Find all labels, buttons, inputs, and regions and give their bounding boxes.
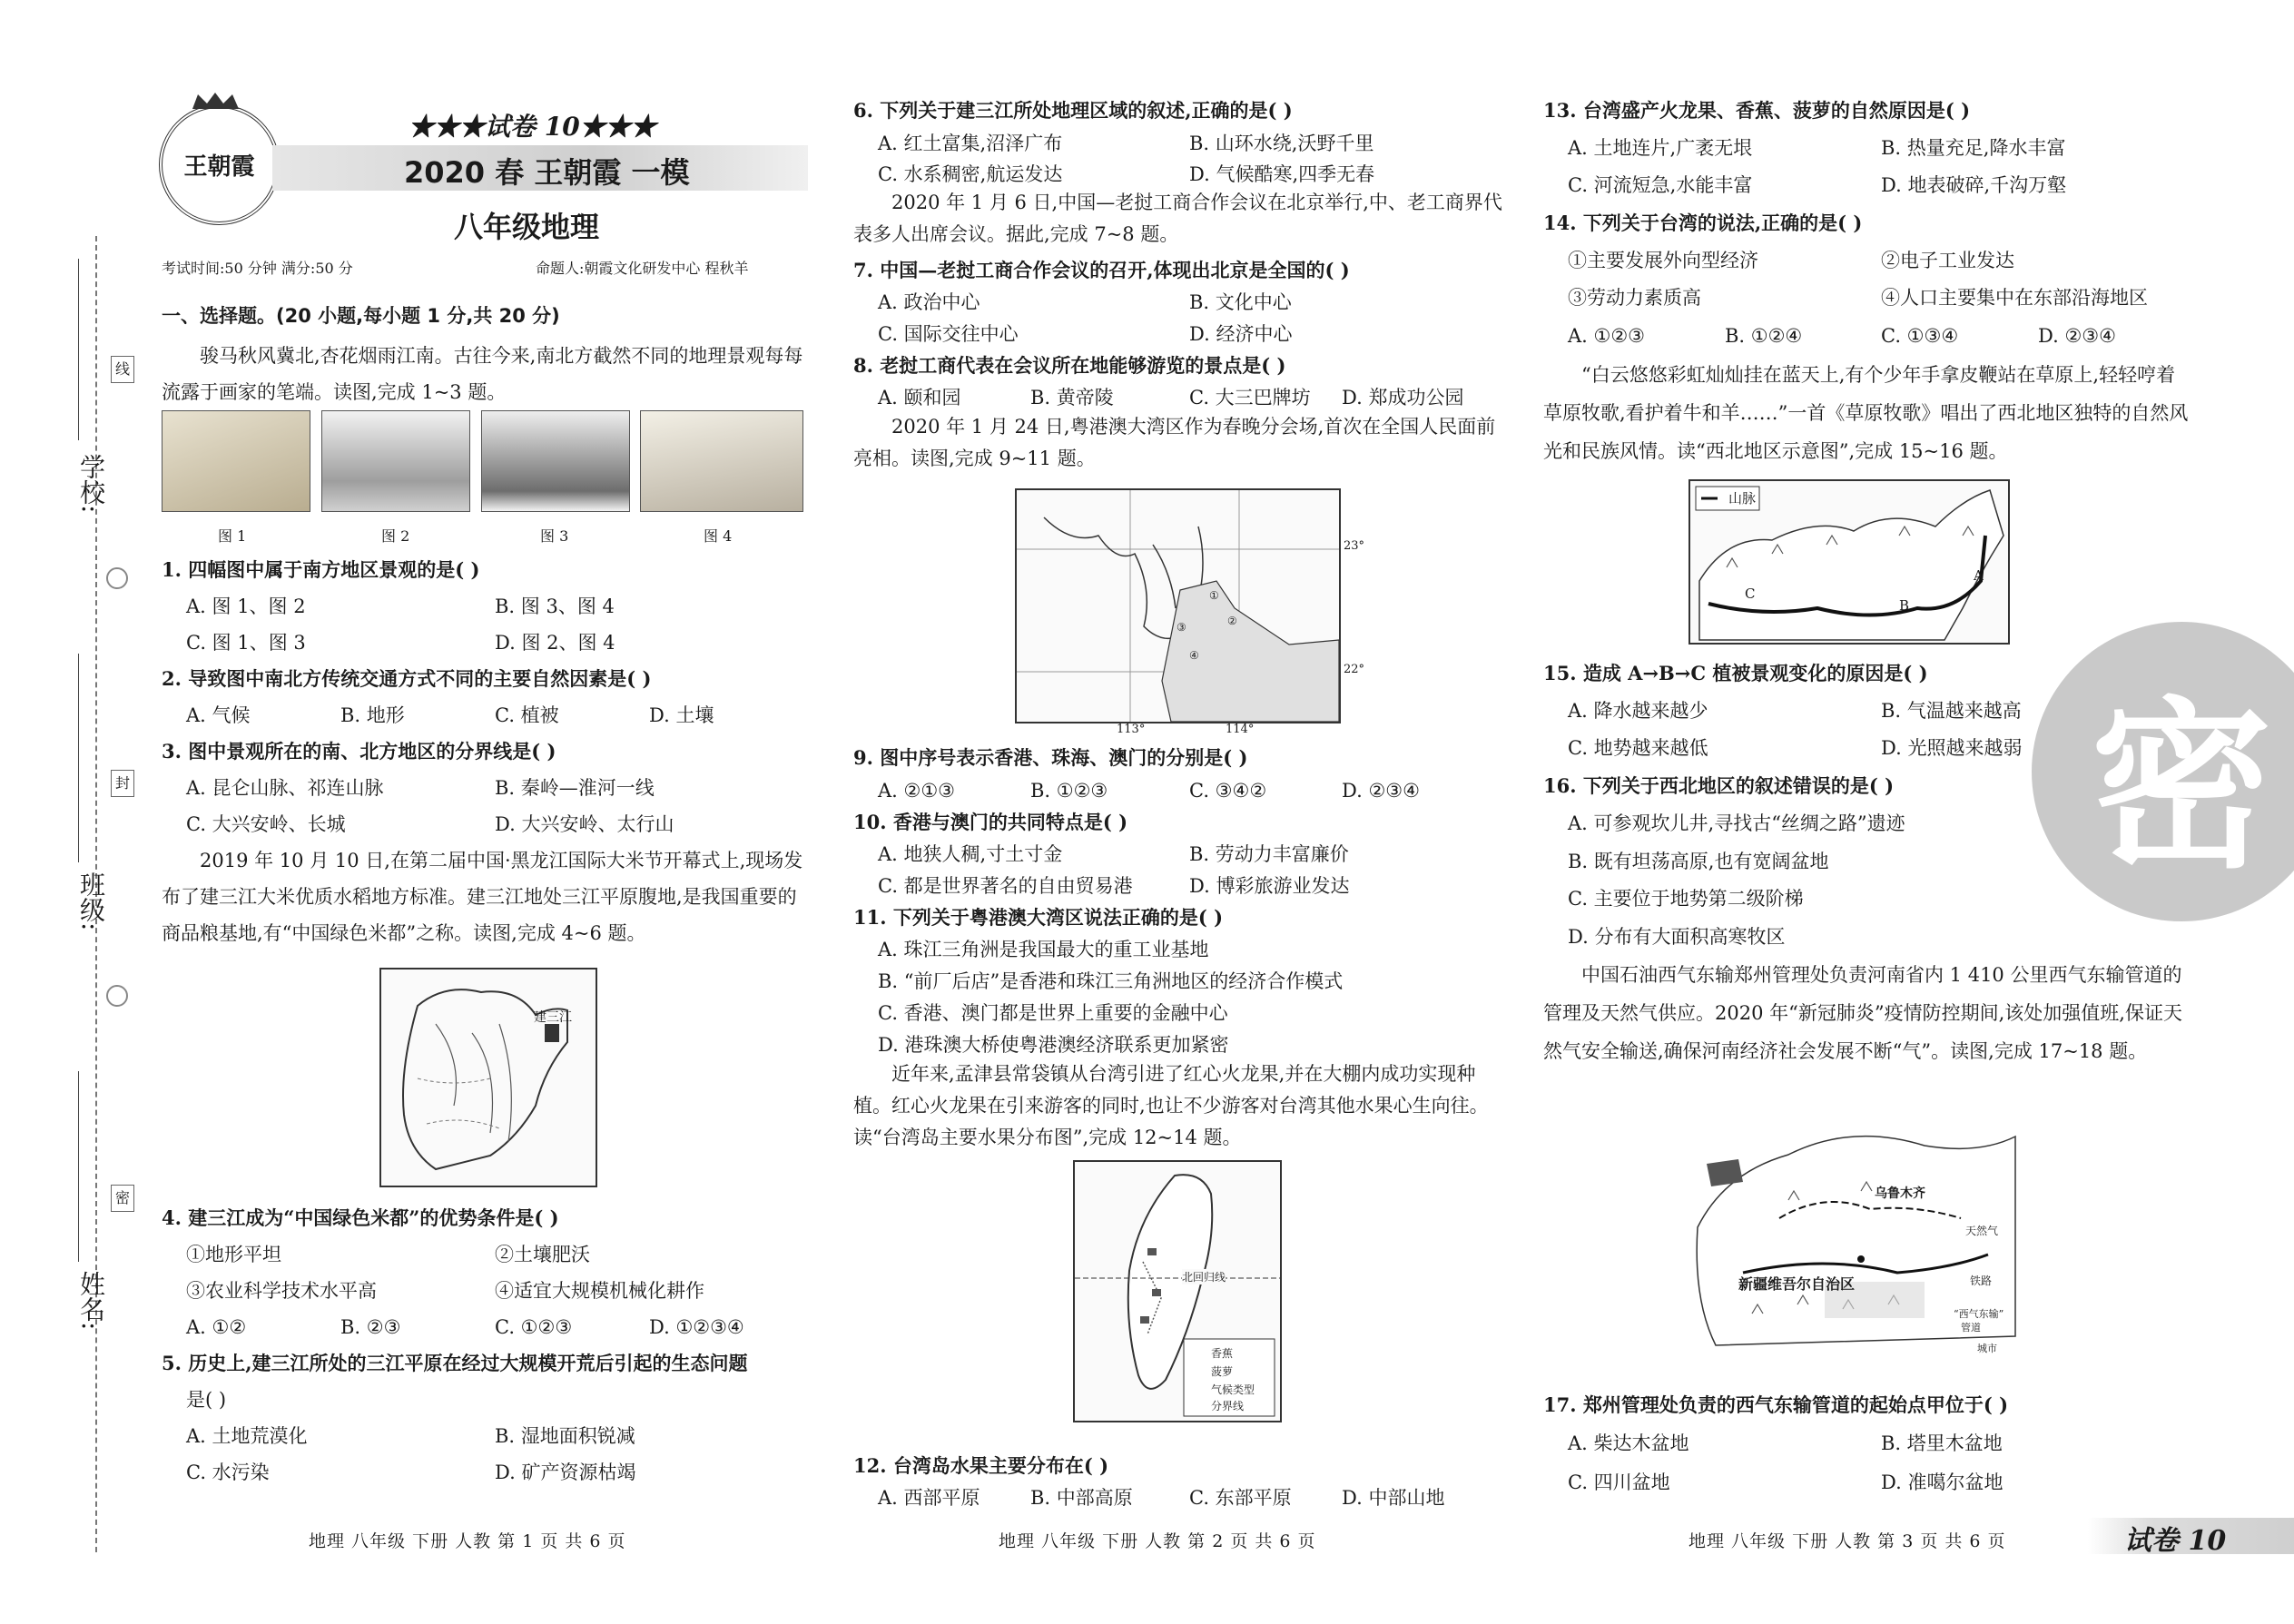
heilongjiang-map bbox=[379, 968, 597, 1187]
question-stem: 15. 造成 A→B→C 植被景观变化的原因是( ) bbox=[1543, 662, 1928, 684]
option: C. 东部平原 bbox=[1189, 1487, 1292, 1509]
figure-caption: 图 3 bbox=[540, 527, 569, 545]
page-footer: 地理 八年级 下册 人教 第 1 页 共 6 页 bbox=[309, 1531, 626, 1551]
question-stem: 16. 下列关于西北地区的叙述错误的是( ) bbox=[1543, 774, 1895, 797]
question-stem: 10. 香港与澳门的共同特点是( ) bbox=[853, 811, 1128, 833]
option: A. 珠江三角洲是我国最大的重工业基地 bbox=[878, 939, 1209, 960]
page-footer: 地理 八年级 下册 人教 第 3 页 共 6 页 bbox=[1689, 1531, 2006, 1551]
option: C. 大兴安岭、长城 bbox=[186, 813, 346, 835]
legend-label: 香蕉 bbox=[1211, 1347, 1234, 1360]
question-stem: 5. 历史上,建三江所处的三江平原在经过大规模开荒后引起的生态问题 bbox=[162, 1352, 748, 1374]
intro-paragraph: 2020 年 1 月 24 日,粤港澳大湾区作为春晚分会场,首次在全国人民面前亮相。读图,完成 9~11 题。 bbox=[853, 416, 1496, 469]
city-label: 乌鲁木齐 bbox=[1875, 1186, 1925, 1201]
figure-caption: 图 4 bbox=[704, 527, 733, 545]
option: A. ①②③ bbox=[1568, 325, 1645, 347]
question-stem: 12. 台湾岛水果主要分布在( ) bbox=[853, 1454, 1109, 1477]
intro-paragraph: 2020 年 1 月 6 日,中国—老挝工商合作会议在北京举行,中、老工商界代表多人出席会议。据此,完成 7~8 题。 bbox=[853, 192, 1502, 245]
option: A. ②①③ bbox=[878, 780, 955, 802]
legend-label: 铁路 bbox=[1970, 1275, 1993, 1287]
question-stem-cont: 是( ) bbox=[186, 1389, 227, 1411]
option: A. ①② bbox=[186, 1316, 247, 1338]
greater-bay-map bbox=[1015, 488, 1341, 723]
exam-title: 2020 春 王朝霞 一模 bbox=[404, 155, 690, 190]
option: D. 光照越来越弱 bbox=[1881, 737, 2023, 759]
lon-label: 113° bbox=[1117, 723, 1146, 736]
question-stem: 1. 四幅图中属于南方地区景观的是( ) bbox=[162, 558, 480, 581]
figure-caption: 图 1 bbox=[218, 527, 247, 545]
option: C. 图 1、图 3 bbox=[186, 632, 306, 654]
option: A. 红土富集,沼泽广布 bbox=[878, 133, 1063, 154]
statement: ④适宜大规模机械化耕作 bbox=[495, 1280, 704, 1302]
legend-label: “西气东输” bbox=[1954, 1308, 2004, 1320]
class-line bbox=[78, 654, 79, 862]
option: B. 地形 bbox=[340, 704, 405, 726]
figure-caption: 图 2 bbox=[381, 527, 410, 545]
legend-label: 管道 bbox=[1961, 1322, 1981, 1334]
point-label: A bbox=[1974, 567, 1984, 584]
map-label: 建三江 bbox=[534, 1010, 572, 1025]
legend-label: 山脉 bbox=[1728, 490, 1757, 507]
point-label: C bbox=[1745, 586, 1756, 602]
statement: ②电子工业发达 bbox=[1881, 250, 2014, 271]
option: B. 热量充足,降水丰富 bbox=[1881, 137, 2066, 159]
logo bbox=[159, 104, 280, 225]
option: D. 经济中心 bbox=[1189, 323, 1293, 345]
option: A. 降水越来越少 bbox=[1568, 700, 1708, 722]
option: B. 塔里木盆地 bbox=[1881, 1432, 2003, 1454]
option: D. 分布有大面积高寒牧区 bbox=[1568, 926, 1786, 948]
statement: ④人口主要集中在东部沿海地区 bbox=[1881, 287, 2148, 309]
option: C. 河流短急,水能丰富 bbox=[1568, 174, 1753, 196]
svg-text:①: ① bbox=[1209, 589, 1219, 602]
question-stem: 2. 导致图中南北方传统交通方式不同的主要自然因素是( ) bbox=[162, 667, 652, 690]
taiwan-fruit-map bbox=[1073, 1160, 1282, 1422]
option: D. ②③④ bbox=[2038, 325, 2116, 347]
binding-hole bbox=[106, 985, 128, 1007]
name-line bbox=[78, 1071, 79, 1262]
statement: ②土壤肥沃 bbox=[495, 1244, 590, 1265]
option: A. 地狭人稠,寸土寸金 bbox=[878, 843, 1063, 865]
option: C. 地势越来越低 bbox=[1568, 737, 1708, 759]
statement: ③农业科学技术水平高 bbox=[186, 1280, 377, 1302]
option: B. 图 3、图 4 bbox=[495, 595, 615, 617]
option: B. 秦岭—淮河一线 bbox=[495, 777, 655, 799]
option: D. ②③④ bbox=[1342, 780, 1420, 802]
option: D. ①②③④ bbox=[649, 1316, 744, 1338]
option: A. 图 1、图 2 bbox=[186, 595, 306, 617]
option: A. 昆仑山脉、祁连山脉 bbox=[186, 777, 384, 799]
stamp-text: 密 bbox=[2090, 681, 2272, 893]
statement: ①地形平坦 bbox=[186, 1244, 281, 1265]
corner-tag: 试卷 10 bbox=[2124, 1525, 2227, 1557]
legend-label: 菠萝 bbox=[1211, 1365, 1234, 1378]
question-stem: 6. 下列关于建三江所处地理区域的叙述,正确的是( ) bbox=[853, 99, 1293, 122]
legend-label: 天然气 bbox=[1965, 1225, 1999, 1237]
question-stem: 17. 郑州管理处负责的西气东输管道的起始点甲位于( ) bbox=[1543, 1393, 2009, 1416]
option: A. 颐和园 bbox=[878, 387, 961, 408]
school-line bbox=[78, 259, 79, 440]
question-stem: 8. 老挝工商代表在会议所在地能够游览的景点是( ) bbox=[853, 354, 1286, 377]
region-label: 新疆维吾尔自治区 bbox=[1738, 1275, 1856, 1293]
intro-paragraph: 2019 年 10 月 10 日,在第二届中国·黑龙江国际大米节开幕式上,现场发布了建三江大米优质水稻地方标准。建三江地处三江平原腹地,是我国重要的商品粮基地,有“中国绿色米都”之称。读图,完成 4~6 题。 bbox=[162, 850, 803, 944]
intro-paragraph: 中国石油西气东输郑州管理处负责河南省内 1 410 公里西气东输管道的管理及天然气供应。2020 年“新冠肺炎”疫情防控期间,该处加强值班,保证天然气安全输送,确保河南经济社会发展不断“气”。读图,完成 17~18 题。 bbox=[1543, 964, 2182, 1062]
crown-icon bbox=[191, 91, 241, 111]
painting-image bbox=[162, 410, 310, 512]
option: C. 水污染 bbox=[186, 1462, 270, 1483]
option: B. 劳动力丰富廉价 bbox=[1189, 843, 1349, 865]
question-stem: 14. 下列关于台湾的说法,正确的是( ) bbox=[1543, 212, 1863, 234]
option: D. 气候酷寒,四季无春 bbox=[1189, 163, 1375, 185]
lat-label: 23° bbox=[1344, 539, 1365, 553]
section-heading: 一、选择题。(20 小题,每小题 1 分,共 20 分) bbox=[162, 305, 560, 327]
option: A. 土地荒漠化 bbox=[186, 1425, 308, 1447]
option: C. 四川盆地 bbox=[1568, 1471, 1670, 1493]
point-label: B bbox=[1899, 597, 1910, 614]
option: D. 土壤 bbox=[649, 704, 714, 726]
option: A. 可参观坎儿井,寻找古“丝绸之路”遗迹 bbox=[1568, 812, 1905, 834]
page-footer: 地理 八年级 下册 人教 第 2 页 共 6 页 bbox=[999, 1531, 1316, 1551]
option: A. 柴达木盆地 bbox=[1568, 1432, 1689, 1454]
option: C. ③④② bbox=[1189, 780, 1267, 802]
option: A. 西部平原 bbox=[878, 1487, 980, 1509]
statement: ③劳动力素质高 bbox=[1568, 287, 1701, 309]
option: A. 政治中心 bbox=[878, 291, 980, 313]
option: D. 博彩旅游业发达 bbox=[1189, 875, 1350, 897]
intro-paragraph: 骏马秋风冀北,杏花烟雨江南。古往今来,南北方截然不同的地理景观每每流露于画家的笔端。读图,完成 1~3 题。 bbox=[162, 345, 803, 403]
lat-label: 22° bbox=[1344, 663, 1365, 676]
exam-badge: ★★★试卷 10★★★ bbox=[409, 112, 656, 142]
intro-paragraph: “白云悠悠彩虹灿灿挂在蓝天上,有个少年手拿皮鞭站在草原上,轻轻哼着草原牧歌,看护着牛和羊……”一首《草原牧歌》唱出了西北地区独特的自然风光和民族风情。读“西北地区示意图”,完成 15~16 题。 bbox=[1543, 364, 2189, 462]
option: D. 港珠澳大桥使粤港澳经济联系更加紧密 bbox=[878, 1034, 1229, 1056]
question-stem: 11. 下列关于粤港澳大湾区说法正确的是( ) bbox=[853, 906, 1224, 929]
painting-image bbox=[321, 410, 470, 512]
option: B. 湿地面积锐减 bbox=[495, 1425, 635, 1447]
option: D. 矿产资源枯竭 bbox=[495, 1462, 636, 1483]
lon-label: 114° bbox=[1226, 723, 1255, 736]
logo-text: 王朝霞 bbox=[183, 153, 255, 181]
option: B. ②③ bbox=[340, 1316, 401, 1338]
legend-label: 分界线 bbox=[1211, 1400, 1245, 1412]
stamp-circle bbox=[2032, 622, 2294, 921]
option: C. 水系稠密,航运发达 bbox=[878, 163, 1063, 185]
intro-paragraph: 近年来,孟津县常袋镇从台湾引进了红心火龙果,并在大棚内成功实现种植。红心火龙果在引来游客的同时,也让不少游客对台湾其他水果心生向往。读“台湾岛主要水果分布图”,完成 12~14 题。 bbox=[853, 1063, 1489, 1148]
option: B. 黄帝陵 bbox=[1030, 387, 1114, 408]
exam-author: 命题人:朝霞文化研发中心 程秋羊 bbox=[536, 260, 749, 277]
option: D. 图 2、图 4 bbox=[495, 632, 615, 654]
question-stem: 13. 台湾盛产火龙果、香蕉、菠萝的自然原因是( ) bbox=[1543, 99, 1971, 122]
seal-mark: 封 bbox=[111, 770, 134, 797]
pipeline-map bbox=[1689, 1118, 2023, 1365]
option: B. 山环水绕,沃野千里 bbox=[1189, 133, 1374, 154]
svg-text:③: ③ bbox=[1177, 621, 1186, 634]
question-stem: 4. 建三江成为“中国绿色米都”的优势条件是( ) bbox=[162, 1206, 559, 1229]
option: D. 地表破碎,千沟万壑 bbox=[1881, 174, 2067, 196]
option: D. 准噶尔盆地 bbox=[1881, 1471, 2004, 1493]
svg-text:④: ④ bbox=[1189, 649, 1199, 662]
class-label: 班级: bbox=[76, 871, 106, 931]
option: B. “前厂后店”是香港和珠江三角洲地区的经济合作模式 bbox=[878, 970, 1344, 992]
seal-mark: 线 bbox=[111, 356, 134, 383]
option: A. 土地连片,广袤无垠 bbox=[1568, 137, 1753, 159]
painting-image bbox=[640, 410, 803, 512]
option: C. 大三巴牌坊 bbox=[1189, 387, 1311, 408]
option: C. 都是世界著名的自由贸易港 bbox=[878, 875, 1133, 897]
binding-hole bbox=[106, 567, 128, 589]
option: C. ①②③ bbox=[495, 1316, 573, 1338]
name-label: 姓名: bbox=[76, 1271, 106, 1331]
option: B. 中部高原 bbox=[1030, 1487, 1133, 1509]
seal-mark: 密 bbox=[111, 1185, 134, 1212]
exam-info: 考试时间:50 分钟 满分:50 分 bbox=[162, 260, 353, 277]
question-stem: 7. 中国—老挝工商合作会议的召开,体现出北京是全国的( ) bbox=[853, 259, 1350, 281]
option: B. ①②④ bbox=[1725, 325, 1803, 347]
legend-label: 气候类型 bbox=[1211, 1383, 1255, 1396]
school-label: 学校: bbox=[76, 454, 106, 514]
option: D. 郑成功公园 bbox=[1342, 387, 1464, 408]
option: C. 国际交往中心 bbox=[878, 323, 1019, 345]
subject-title: 八年级地理 bbox=[454, 210, 600, 244]
statement: ①主要发展外向型经济 bbox=[1568, 250, 1758, 271]
option: D. 大兴安岭、太行山 bbox=[495, 813, 674, 835]
option: C. 香港、澳门都是世界上重要的金融中心 bbox=[878, 1002, 1228, 1024]
option: C. ①③④ bbox=[1881, 325, 1959, 347]
stamp-wrap bbox=[2023, 590, 2294, 944]
question-stem: 9. 图中序号表示香港、珠海、澳门的分别是( ) bbox=[853, 746, 1248, 769]
legend-label: 城市 bbox=[1977, 1343, 1997, 1354]
option: B. ①②③ bbox=[1030, 780, 1108, 802]
option: B. 文化中心 bbox=[1189, 291, 1292, 313]
option: B. 气温越来越高 bbox=[1881, 700, 2022, 722]
northwest-map bbox=[1689, 479, 2010, 645]
option: C. 主要位于地势第二级阶梯 bbox=[1568, 888, 1804, 910]
svg-text:②: ② bbox=[1227, 615, 1237, 627]
option: C. 植被 bbox=[495, 704, 559, 726]
painting-image bbox=[481, 410, 630, 512]
option: A. 气候 bbox=[186, 704, 251, 726]
option: D. 中部山地 bbox=[1342, 1487, 1445, 1509]
option: B. 既有坦荡高原,也有宽阔盆地 bbox=[1568, 851, 1829, 872]
tropic-label: 北回归线 bbox=[1182, 1271, 1226, 1284]
question-stem: 3. 图中景观所在的南、北方地区的分界线是( ) bbox=[162, 740, 556, 763]
